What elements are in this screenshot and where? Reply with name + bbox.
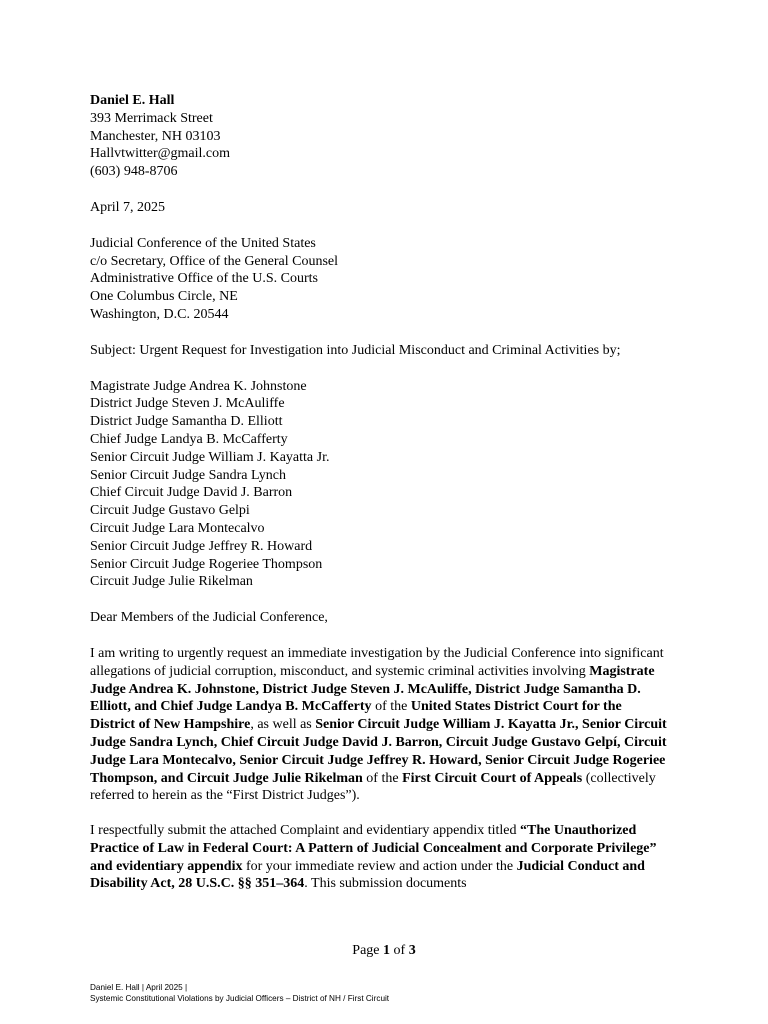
judge-list-item: Chief Circuit Judge David J. Barron — [90, 485, 293, 501]
judge-list — [90, 378, 670, 592]
para1-district-judges: Magistrate Judge Andrea K. Johnstone, District Judge Steven J. McAuliffe, District Judge Samantha D. Elliott, and Chief Judge Landya B. McCafferty — [90, 663, 655, 715]
para1-circuit-judges: Senior Circuit Judge William J. Kayatta Jr., Senior Circuit Judge Sandra Lynch, Chief Circuit Judge David J. Barron, Circuit Judge Gustavo Gelpí, Circuit Judge Lara Montecalvo, Senior Circuit Judge Jeffrey R. Howard, Senior Circuit Judge Rogeriee Thompson, and Circuit Judge Julie Rikelman — [90, 717, 667, 786]
recipient-block — [90, 235, 670, 324]
page-number-total: 3 — [408, 943, 416, 958]
page-number-of: of — [390, 943, 409, 958]
salutation: Dear Members of the Judicial Conference, — [90, 610, 328, 626]
letter-body — [90, 92, 670, 910]
letter-date: April 7, 2025 — [90, 199, 166, 215]
recipient-line: Administrative Office of the U.S. Courts — [90, 271, 318, 287]
judge-list-item: District Judge Samantha D. Elliott — [90, 414, 283, 430]
para2-complaint-title: “The Unauthorized Practice of Law in Federal Court: A Pattern of Judicial Concealment and Corporate Privilege” and evidentiary appendix — [90, 823, 657, 874]
sender-name: Daniel E. Hall — [90, 93, 175, 108]
judge-list-item: Senior Circuit Judge Rogeriee Thompson — [90, 556, 323, 572]
subject-line: Subject: Urgent Request for Investigation into Judicial Misconduct and Criminal Activities by; — [90, 342, 621, 358]
para2-text: . This submission documents — [304, 876, 467, 892]
sender-phone: (603) 948-8706 — [90, 164, 178, 180]
judge-list-item: District Judge Steven J. McAuliffe — [90, 396, 285, 412]
page-number — [0, 942, 768, 960]
para1-text: of the — [362, 770, 403, 786]
para1-district-court: United States District Court for the District of New Hampshire — [90, 699, 622, 733]
page-number-prefix: Page — [352, 943, 384, 958]
recipient-line: c/o Secretary, Office of the General Counsel — [90, 253, 339, 269]
sender-email: Hallvtwitter@gmail.com — [90, 146, 231, 162]
para1-text: , as well as — [250, 717, 316, 733]
footer-line: Systemic Constitutional Violations by Judicial Officers – District of NH / First Circuit — [90, 994, 390, 1003]
judge-list-item: Circuit Judge Gustavo Gelpi — [90, 503, 250, 519]
page-footer — [90, 982, 690, 1004]
recipient-line: Judicial Conference of the United States — [90, 235, 316, 251]
para1-text: I am writing to urgently request an immediate investigation by the Judicial Conference into significant allegations of judicial corruption, misconduct, and systemic criminal activities involving — [90, 645, 664, 679]
judge-list-item: Magistrate Judge Andrea K. Johnstone — [90, 378, 307, 394]
recipient-line: One Columbus Circle, NE — [90, 289, 238, 305]
sender-city: Manchester, NH 03103 — [90, 128, 221, 144]
para2-text: for your immediate review and action under the — [242, 858, 517, 874]
judge-list-item: Circuit Judge Lara Montecalvo — [90, 520, 265, 536]
sender-street: 393 Merrimack Street — [90, 110, 213, 126]
sender-block — [90, 92, 670, 181]
paragraph-submission — [90, 822, 670, 893]
judge-list-item: Chief Judge Landya B. McCafferty — [90, 431, 288, 447]
judge-list-item: Senior Circuit Judge Jeffrey R. Howard — [90, 538, 313, 554]
judge-list-item: Senior Circuit Judge William J. Kayatta Jr. — [90, 449, 330, 465]
footer-line: Daniel E. Hall | April 2025 | — [90, 983, 188, 992]
judge-list-item: Circuit Judge Julie Rikelman — [90, 574, 253, 590]
para2-text: I respectfully submit the attached Complaint and evidentiary appendix titled — [90, 823, 520, 839]
para1-appeals-court: First Circuit Court of Appeals — [402, 770, 583, 786]
paragraph-request — [90, 645, 670, 805]
page-number-current: 1 — [383, 943, 391, 958]
para2-statute: Judicial Conduct and Disability Act, 28 U.S.C. §§ 351–364 — [90, 858, 645, 892]
para1-text: of the — [371, 699, 411, 715]
recipient-line: Washington, D.C. 20544 — [90, 306, 229, 322]
para1-text: (collectively referred to herein as the “First District Judges”). — [90, 770, 656, 804]
judge-list-item: Senior Circuit Judge Sandra Lynch — [90, 467, 286, 483]
